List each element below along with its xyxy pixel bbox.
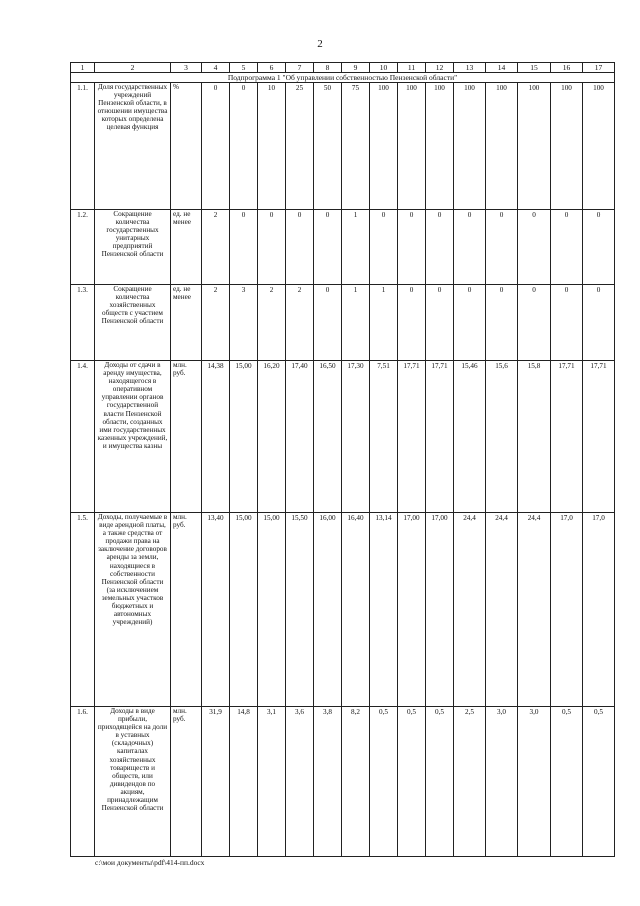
- indicator-value: 0: [518, 210, 551, 285]
- indicator-value: 100: [583, 83, 615, 210]
- indicator-value: 0: [551, 285, 583, 361]
- indicator-value: 0: [398, 285, 426, 361]
- indicator-value: 100: [370, 83, 398, 210]
- table-header-row: [71, 63, 615, 73]
- indicator-value: 1: [342, 210, 370, 285]
- indicator-name: Доходы от сдачи в аренду имущества, находящегося в оперативном управлении органов государственной власти Пензенской области, созданных ими государственных казенных учреждений, и имущества казны: [95, 361, 171, 513]
- indicator-value: 7,51: [370, 361, 398, 513]
- column-header: 8: [314, 63, 342, 73]
- indicator-value: 0: [454, 210, 486, 285]
- indicator-value: 0: [370, 210, 398, 285]
- indicator-value: 15,50: [286, 513, 314, 707]
- indicator-value: 0: [518, 285, 551, 361]
- indicator-value: 25: [286, 83, 314, 210]
- indicator-value: 14,38: [202, 361, 230, 513]
- indicator-value: 16,00: [314, 513, 342, 707]
- indicator-value: 15,8: [518, 361, 551, 513]
- indicator-name: Сокращение количества государственных унитарных предприятий Пензенской области: [95, 210, 171, 285]
- indicator-value: 0,5: [370, 707, 398, 857]
- indicator-value: 17,0: [583, 513, 615, 707]
- unit-of-measure: млн. руб.: [171, 513, 202, 707]
- row-number: 1.5.: [71, 513, 95, 707]
- indicator-value: 0,5: [426, 707, 454, 857]
- unit-of-measure: млн. руб.: [171, 361, 202, 513]
- column-header: 7: [286, 63, 314, 73]
- indicator-value: 100: [518, 83, 551, 210]
- indicator-value: 16,50: [314, 361, 342, 513]
- indicator-value: 17,00: [426, 513, 454, 707]
- indicator-value: 0: [551, 210, 583, 285]
- column-header: 5: [230, 63, 258, 73]
- footer-file-path: c:\мои документы\pdf\414-пп.docx: [95, 858, 205, 867]
- indicator-value: 13,14: [370, 513, 398, 707]
- indicator-value: 2: [202, 210, 230, 285]
- indicator-value: 2,5: [454, 707, 486, 857]
- table-row: [71, 707, 615, 857]
- indicator-value: 24,4: [454, 513, 486, 707]
- indicator-value: 100: [398, 83, 426, 210]
- indicator-value: 17,71: [426, 361, 454, 513]
- indicator-value: 3,0: [518, 707, 551, 857]
- indicator-value: 0: [583, 210, 615, 285]
- table-row: [71, 210, 615, 285]
- unit-of-measure: ед. не менее: [171, 210, 202, 285]
- indicator-name: Доходы в виде прибыли, приходящейся на доли в уставных (складочных) капиталах хозяйственных товариществ и обществ, или дивидендов по акциям, принадлежащим Пензенской области: [95, 707, 171, 857]
- indicator-value: 1: [342, 285, 370, 361]
- page-number: 2: [317, 38, 323, 50]
- indicator-value: 0: [230, 83, 258, 210]
- indicator-value: 10: [258, 83, 286, 210]
- table-row: [71, 361, 615, 513]
- indicator-value: 100: [486, 83, 518, 210]
- indicator-value: 16,40: [342, 513, 370, 707]
- indicator-value: 100: [426, 83, 454, 210]
- row-number: 1.4.: [71, 361, 95, 513]
- column-header: 17: [583, 63, 615, 73]
- row-number: 1.2.: [71, 210, 95, 285]
- indicator-value: 0: [583, 285, 615, 361]
- indicator-value: 0: [286, 210, 314, 285]
- indicator-name: Доля государственных учреждений Пензенской области, в отношении имущества которых определена целевая функция: [95, 83, 171, 210]
- column-header: 4: [202, 63, 230, 73]
- indicator-value: 0: [314, 210, 342, 285]
- row-number: 1.6.: [71, 707, 95, 857]
- indicator-value: 1: [370, 285, 398, 361]
- indicator-value: 0: [398, 210, 426, 285]
- indicator-value: 0: [230, 210, 258, 285]
- indicator-value: 13,40: [202, 513, 230, 707]
- indicator-value: 2: [286, 285, 314, 361]
- indicator-value: 8,2: [342, 707, 370, 857]
- indicator-value: 2: [258, 285, 286, 361]
- indicator-value: 17,40: [286, 361, 314, 513]
- indicator-name: Доходы, получаемые в виде арендной платы, а также средства от продажи права на заключение договоров аренды за земли, находящиеся в собственности Пензенской области (за исключением земельных участков бюджетных и автономных учреждений): [95, 513, 171, 707]
- indicator-value: 50: [314, 83, 342, 210]
- column-header: 13: [454, 63, 486, 73]
- indicator-name: Сокращение количества хозяйственных обществ с участием Пензенской области: [95, 285, 171, 361]
- indicator-value: 3,8: [314, 707, 342, 857]
- indicator-value: 0: [454, 285, 486, 361]
- indicator-value: 0: [426, 285, 454, 361]
- column-header: 10: [370, 63, 398, 73]
- column-header: 14: [486, 63, 518, 73]
- indicator-value: 0,5: [398, 707, 426, 857]
- indicator-value: 0: [314, 285, 342, 361]
- indicator-value: 3,6: [286, 707, 314, 857]
- column-header: 15: [518, 63, 551, 73]
- indicator-value: 17,71: [398, 361, 426, 513]
- column-header: 9: [342, 63, 370, 73]
- column-header: 16: [551, 63, 583, 73]
- indicator-value: 100: [454, 83, 486, 210]
- indicator-value: 17,71: [583, 361, 615, 513]
- indicator-value: 16,20: [258, 361, 286, 513]
- indicator-value: 15,00: [230, 361, 258, 513]
- indicator-value: 2: [202, 285, 230, 361]
- indicator-value: 24,4: [486, 513, 518, 707]
- indicator-value: 15,46: [454, 361, 486, 513]
- unit-of-measure: млн. руб.: [171, 707, 202, 857]
- subprogram-row: [71, 73, 615, 83]
- column-header: 1: [71, 63, 95, 73]
- column-header: 6: [258, 63, 286, 73]
- row-number: 1.1.: [71, 83, 95, 210]
- indicators-table: [70, 62, 615, 857]
- indicator-value: 31,9: [202, 707, 230, 857]
- indicator-value: 15,00: [258, 513, 286, 707]
- subprogram-title: Подпрограмма 1 "Об управлении собственностью Пензенской области": [71, 73, 615, 83]
- table-row: [71, 83, 615, 210]
- indicator-value: 0: [202, 83, 230, 210]
- indicator-value: 3,1: [258, 707, 286, 857]
- indicator-value: 3: [230, 285, 258, 361]
- column-header: 11: [398, 63, 426, 73]
- indicator-value: 75: [342, 83, 370, 210]
- indicator-value: 17,0: [551, 513, 583, 707]
- indicator-value: 100: [551, 83, 583, 210]
- row-number: 1.3.: [71, 285, 95, 361]
- indicator-value: 17,30: [342, 361, 370, 513]
- column-header: 2: [95, 63, 171, 73]
- indicator-value: 15,6: [486, 361, 518, 513]
- indicator-value: 0: [258, 210, 286, 285]
- unit-of-measure: %: [171, 83, 202, 210]
- indicator-value: 3,0: [486, 707, 518, 857]
- indicator-value: 17,00: [398, 513, 426, 707]
- table-row: [71, 285, 615, 361]
- indicator-value: 0,5: [583, 707, 615, 857]
- column-header: 12: [426, 63, 454, 73]
- unit-of-measure: ед. не менее: [171, 285, 202, 361]
- indicator-value: 17,71: [551, 361, 583, 513]
- indicator-value: 24,4: [518, 513, 551, 707]
- indicator-value: 15,00: [230, 513, 258, 707]
- indicator-value: 0: [486, 210, 518, 285]
- table-row: [71, 513, 615, 707]
- indicator-value: 14,8: [230, 707, 258, 857]
- indicator-value: 0: [486, 285, 518, 361]
- indicator-value: 0,5: [551, 707, 583, 857]
- column-header: 3: [171, 63, 202, 73]
- indicator-value: 0: [426, 210, 454, 285]
